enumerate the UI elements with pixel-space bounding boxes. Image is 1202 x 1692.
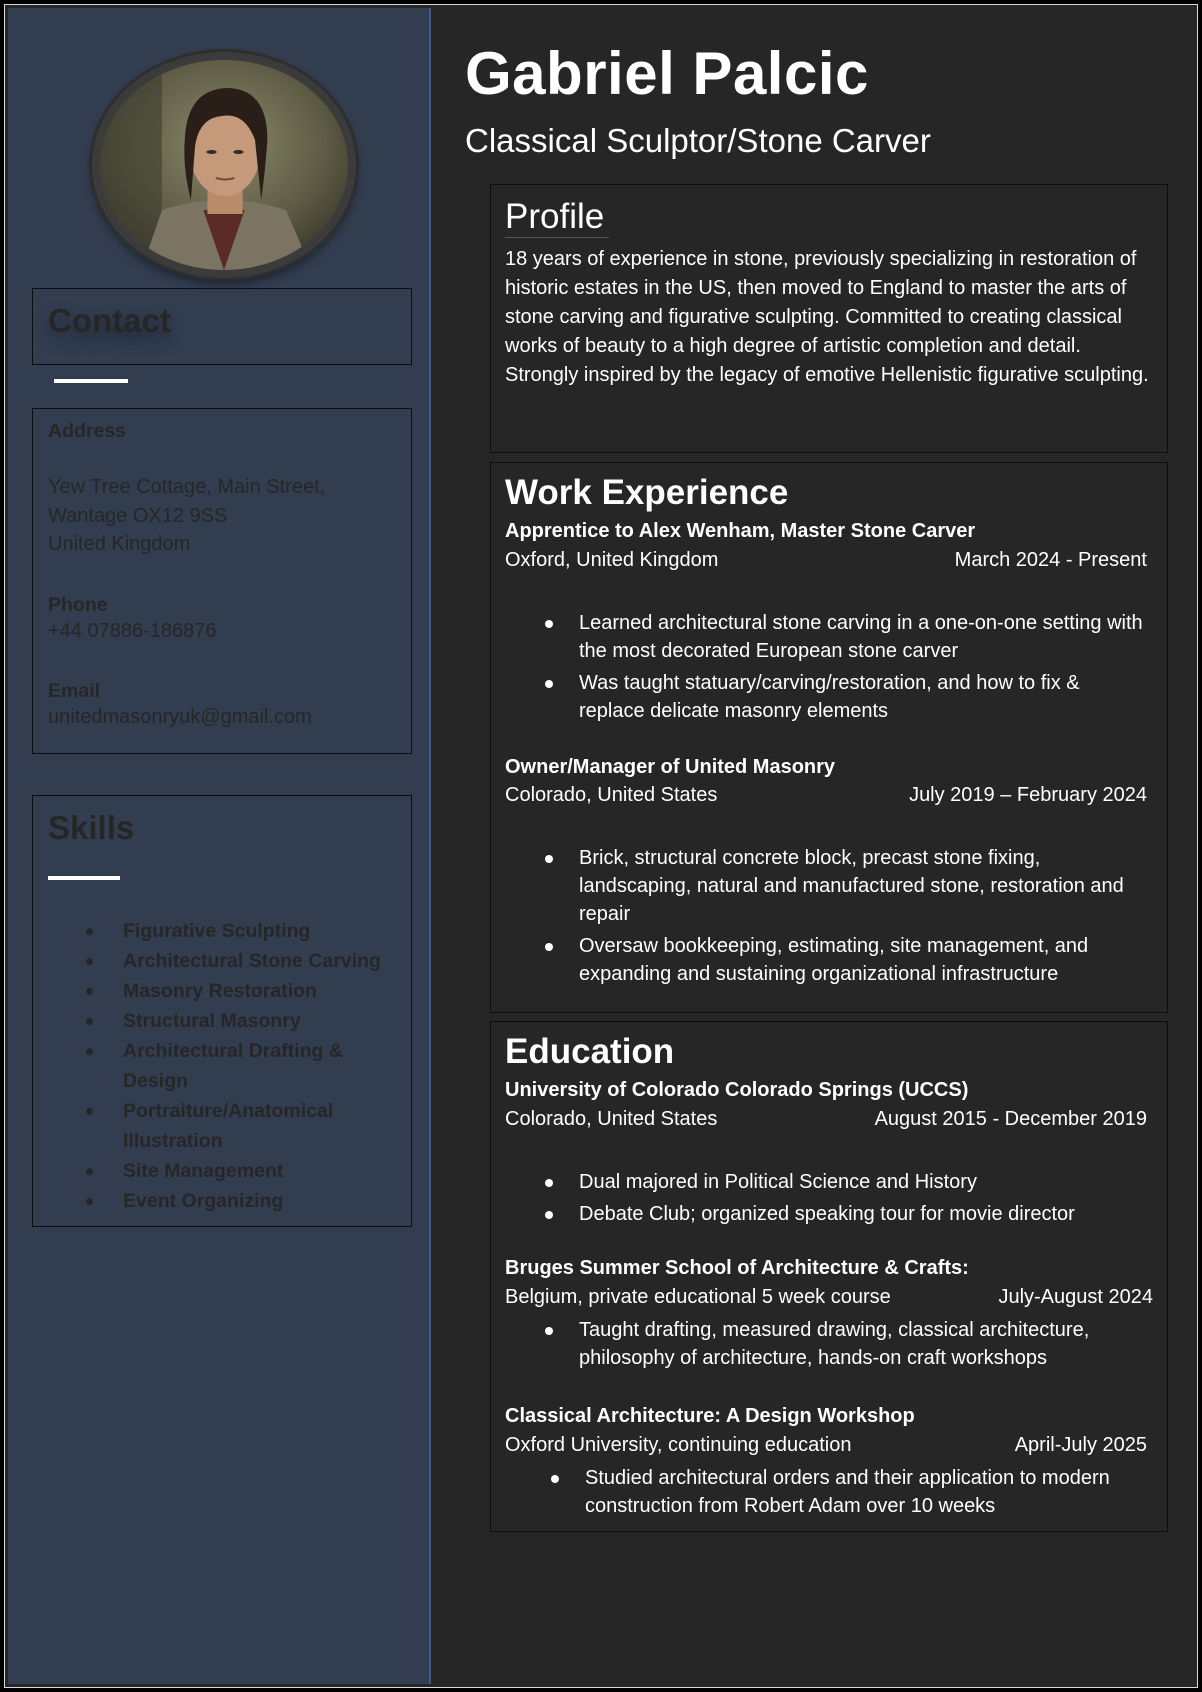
avatar bbox=[92, 52, 356, 278]
contact-details-box bbox=[32, 408, 412, 754]
skill-item: Figurative Sculpting bbox=[83, 916, 403, 946]
job-title: Owner/Manager of United Masonry bbox=[505, 756, 836, 778]
job-bullet: Oversaw bookkeeping, estimating, site management, and expanding and sustaining organizational infrastructure bbox=[543, 932, 1143, 988]
education-dates: April-July 2025 bbox=[1014, 1434, 1147, 1456]
candidate-headline: Classical Sculptor/Stone Carver bbox=[465, 122, 931, 159]
education-dates: August 2015 - December 2019 bbox=[874, 1108, 1147, 1130]
education-bullet: Debate Club; organized speaking tour for movie director bbox=[543, 1200, 1143, 1228]
job-bullets bbox=[543, 844, 1143, 992]
address-label: Address bbox=[48, 420, 127, 442]
education-bullet: Dual majored in Political Science and History bbox=[543, 1168, 1143, 1196]
education-location: Oxford University, continuing education bbox=[505, 1434, 852, 1456]
education-bullets bbox=[543, 1168, 1143, 1232]
profile-heading: Profile bbox=[505, 197, 605, 236]
address-line-3: United Kingdom bbox=[48, 533, 191, 555]
job-bullets bbox=[543, 609, 1143, 729]
skills-heading: Skills bbox=[48, 809, 135, 846]
profile-section bbox=[490, 184, 1168, 453]
work-heading: Work Experience bbox=[505, 473, 789, 512]
job-dates: March 2024 - Present bbox=[954, 549, 1147, 571]
email-value: unitedmasonryuk@gmail.com bbox=[48, 706, 312, 728]
education-location: Colorado, United States bbox=[505, 1108, 718, 1130]
job-location: Colorado, United States bbox=[505, 784, 718, 806]
skills-box bbox=[32, 795, 412, 1227]
job-location: Oxford, United Kingdom bbox=[505, 549, 719, 571]
skills-divider bbox=[48, 876, 120, 880]
work-experience-section bbox=[490, 462, 1168, 1013]
skill-item: Architectural Drafting & Design bbox=[83, 1036, 403, 1096]
skill-item: Event Organizing bbox=[83, 1186, 403, 1216]
job-bullet: Learned architectural stone carving in a one-on-one setting with the most decorated European stone carver bbox=[543, 609, 1143, 665]
skill-item: Site Management bbox=[83, 1156, 403, 1186]
education-section bbox=[490, 1021, 1168, 1532]
skills-list bbox=[83, 916, 403, 1216]
job-title: Apprentice to Alex Wenham, Master Stone Carver bbox=[505, 520, 976, 542]
skill-item: Structural Masonry bbox=[83, 1006, 403, 1036]
profile-heading-underline bbox=[505, 237, 609, 238]
candidate-name: Gabriel Palcic bbox=[465, 40, 869, 107]
portrait-image bbox=[100, 60, 348, 270]
phone-label: Phone bbox=[48, 594, 108, 616]
education-title: Classical Architecture: A Design Workshop bbox=[505, 1405, 915, 1427]
contact-heading: Contact bbox=[48, 302, 171, 339]
address-line-1: Yew Tree Cottage, Main Street, bbox=[48, 476, 326, 498]
address-line-2: Wantage OX12 9SS bbox=[48, 505, 228, 527]
education-bullets bbox=[543, 1316, 1143, 1376]
skill-item: Portraiture/Anatomical Illustration bbox=[83, 1096, 403, 1156]
education-title: Bruges Summer School of Architecture & Crafts: bbox=[505, 1257, 969, 1279]
contact-box bbox=[32, 288, 412, 365]
contact-divider bbox=[54, 379, 128, 383]
skill-item: Masonry Restoration bbox=[83, 976, 403, 1006]
profile-text: 18 years of experience in stone, previously specializing in restoration of historic estates in the US, then moved to England to master the arts of stone carving and figurative sculpting. Committed to creating classical works of beauty to a high degree of artistic completion and detail. Strongly inspired by the legacy of emotive Hellenistic figurative sculpting. bbox=[505, 248, 1149, 386]
education-bullet: Taught drafting, measured drawing, classical architecture, philosophy of architecture, hands-on craft workshops bbox=[543, 1316, 1143, 1372]
job-bullet: Brick, structural concrete block, precast stone fixing, landscaping, natural and manufactured stone, restoration and repair bbox=[543, 844, 1143, 928]
education-bullet: Studied architectural orders and their application to modern construction from Robert Adam over 10 weeks bbox=[549, 1464, 1149, 1520]
job-bullet: Was taught statuary/carving/restoration, and how to fix & replace delicate masonry elements bbox=[543, 669, 1143, 725]
education-location: Belgium, private educational 5 week course bbox=[505, 1286, 891, 1308]
phone-value: +44 07886-186876 bbox=[48, 620, 217, 642]
education-dates: July-August 2024 bbox=[998, 1286, 1153, 1308]
job-dates: July 2019 – February 2024 bbox=[909, 784, 1147, 806]
education-bullets bbox=[549, 1464, 1149, 1524]
email-label: Email bbox=[48, 680, 101, 702]
education-title: University of Colorado Colorado Springs (UCCS) bbox=[505, 1079, 969, 1101]
skill-item: Architectural Stone Carving bbox=[83, 946, 403, 976]
sidebar bbox=[8, 8, 431, 1684]
education-heading: Education bbox=[505, 1032, 675, 1071]
resume-page bbox=[4, 4, 1198, 1688]
